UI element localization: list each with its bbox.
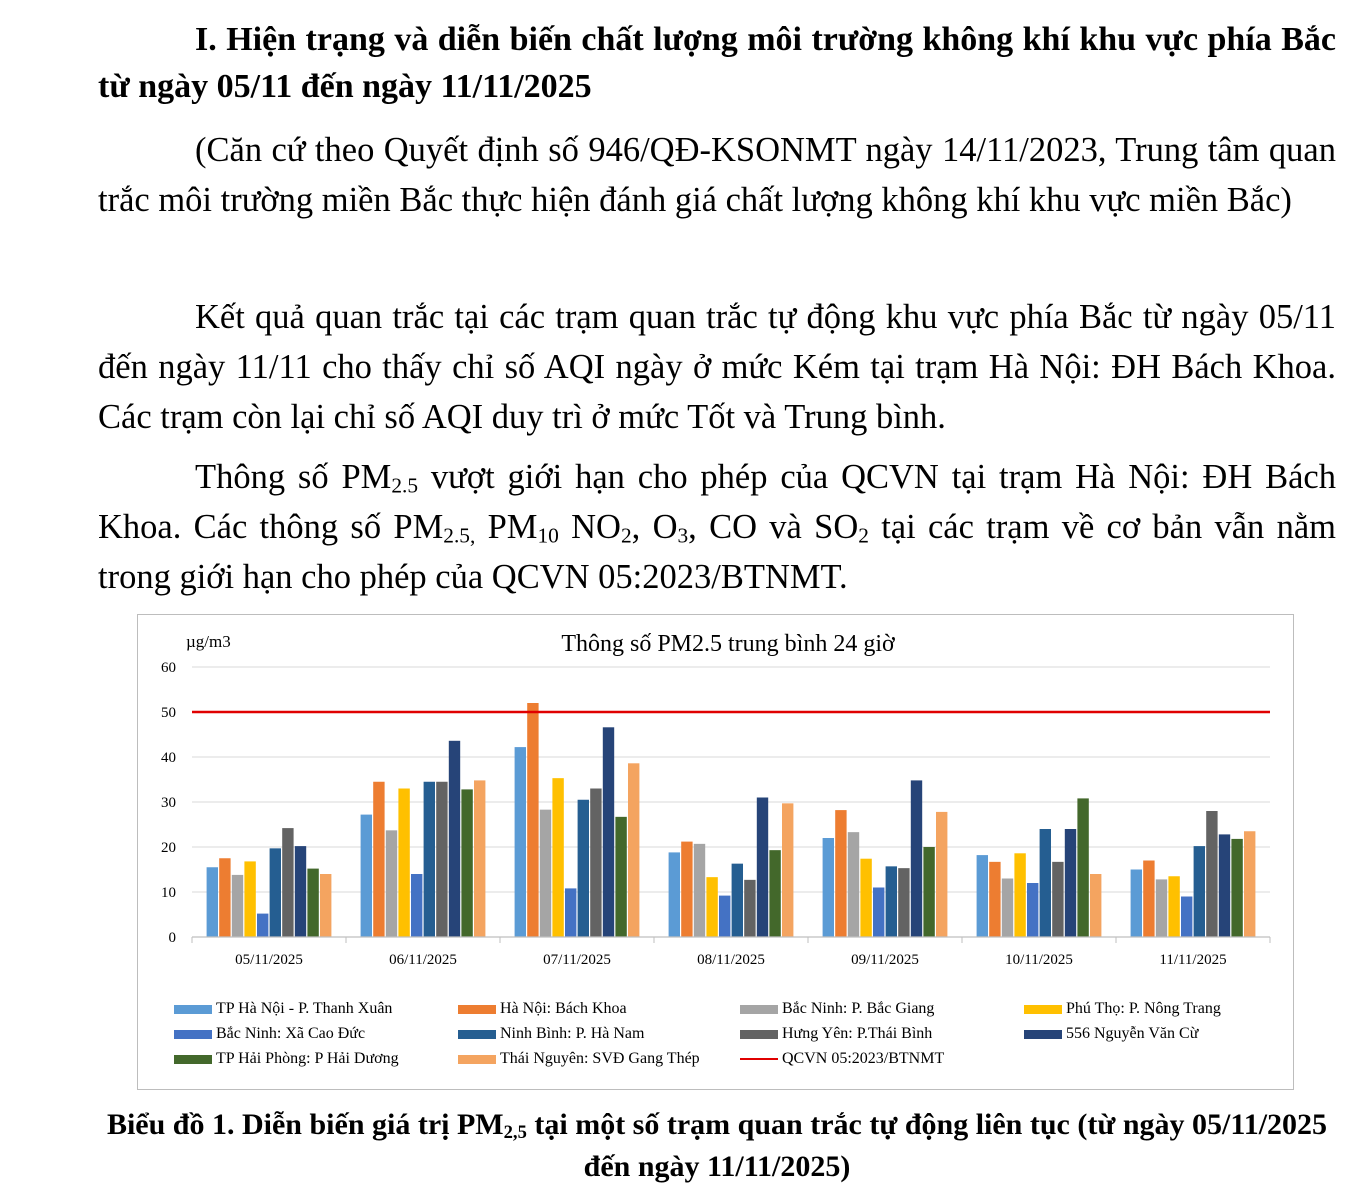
legend-label: Ninh Bình: P. Hà Nam [500,1025,645,1042]
bar [527,703,538,937]
legend-swatch [174,1005,212,1014]
bar [1231,839,1242,937]
pm-sub-1: 2.5 [391,473,419,498]
bar [1027,883,1038,937]
legend-item [458,1022,644,1046]
legend-swatch [458,1005,496,1014]
bar [282,828,293,937]
bar [989,862,1000,937]
bar [461,789,472,937]
bar [1131,870,1142,938]
grid-lines [192,667,1270,892]
y-tick-label: 10 [161,885,176,901]
y-tick-label: 30 [161,795,176,811]
legend-label: Bắc Ninh: Xã Cao Đức [216,1025,366,1042]
pm-text-2: vượt giới hạn cho phép của QCVN tại trạm Hà Nội: ĐH Bách Khoa. Các thông số PM [98,458,1336,546]
caption-text-2: tại một số trạm quan trắc tự động liên tục (từ ngày 05/11/2025 đến ngày 11/11/2025) [526,1108,1328,1183]
legend-swatch [174,1055,212,1064]
pm-sub-2: 2.5, [443,523,476,548]
bar [515,747,526,937]
x-tick-label: 10/11/2025 [1005,952,1073,968]
pm-sub-3: 10 [537,523,559,548]
bar [361,815,372,937]
legend-item [740,997,934,1021]
bar [232,875,243,937]
bar [603,727,614,937]
bar [1194,846,1205,937]
bar [615,817,626,937]
pm-text-3: PM [475,508,538,546]
bar [1065,829,1076,937]
bar [911,780,922,937]
bar [320,874,331,937]
legend-label: Bắc Ninh: P. Bắc Giang [782,1000,935,1017]
bar [590,789,601,938]
bar [873,888,884,938]
caption-text-1: Biểu đồ 1. Diễn biến giá trị PM [106,1108,504,1141]
caption-sub: 2,5 [503,1122,527,1144]
legend-swatch [458,1030,496,1039]
legend-swatch [458,1055,496,1064]
basis-paragraph: (Căn cứ theo Quyết định số 946/QĐ-KSONMT ngày 14/11/2023, Trung tâm quan trắc môi trường miền Bắc thực hiện đánh giá chất lượng không khí khu vực miền Bắc) [98,131,1336,219]
bar [719,896,730,937]
y-tick-label: 60 [161,660,176,676]
bar [1052,862,1063,937]
pm-paragraph [98,452,1336,602]
legend-item [174,1047,399,1071]
bar [1143,861,1154,938]
bar [565,888,576,937]
bar [848,832,859,937]
bar [1077,798,1088,937]
legend-label: Hà Nội: Bách Khoa [500,1000,627,1017]
bar [977,855,988,937]
bar [886,866,897,937]
chart-title: Thông số PM2.5 trung bình 24 giờ [561,631,895,657]
bar [898,868,909,937]
bar [411,874,422,937]
pm-sub-6: 2 [858,523,869,548]
bar [681,842,692,937]
bar [1090,874,1101,937]
bar [669,852,680,937]
pm-sub-5: 3 [677,523,689,548]
legend-item [740,1047,944,1071]
bar [1168,876,1179,937]
legend-label: 556 Nguyễn Văn Cừ [1066,1025,1199,1042]
legend-item [1024,1022,1198,1046]
legend-swatch [740,1030,778,1039]
pm25-chart [137,614,1294,1090]
bar [936,812,947,937]
bar [694,844,705,937]
legend-swatch [740,1005,778,1014]
bar [207,867,218,937]
bar [257,914,268,937]
bar [552,778,563,937]
bar [706,877,717,937]
chart-plot-svg [138,615,1295,995]
bar [1014,853,1025,937]
y-tick-label: 20 [161,840,176,856]
legend-label: Phú Thọ: P. Nông Trang [1066,1000,1221,1017]
bar [757,798,768,938]
bar [732,864,743,937]
bar [540,810,551,937]
x-tick-label: 11/11/2025 [1159,952,1227,968]
bar [782,803,793,937]
result-paragraph: Kết quả quan trắc tại các trạm quan trắc tự động khu vực phía Bắc từ ngày 05/11 đến ngày 11/11 cho thấy chỉ số AQI ngày ở mức Kém tại trạm Hà Nội: ĐH Bách Khoa. Các trạm còn lại chỉ số AQI duy trì ở mức Tốt và Trung bình. [98,298,1336,436]
legend-item [458,997,627,1021]
bar [823,838,834,937]
bar [1244,831,1255,937]
bar [295,846,306,937]
legend-swatch [740,1058,778,1061]
bar [436,782,447,937]
x-tick-label: 07/11/2025 [543,952,611,968]
legend-label: Hưng Yên: P.Thái Bình [782,1025,933,1042]
bar [835,810,846,937]
legend-item [458,1047,700,1071]
bar [474,780,485,937]
chart-legend [174,997,1284,1077]
pm-text-7: tại các trạm về cơ bản vẫn nằm trong giới hạn cho phép của QCVN 05:2023/BTNMT. [98,508,1336,596]
y-axis-label: µg/m3 [186,632,231,651]
legend-item [174,997,392,1021]
bar [244,861,255,937]
bar [860,859,871,937]
legend-swatch [1024,1030,1062,1039]
x-tick-label: 08/11/2025 [697,952,765,968]
bar [219,858,230,937]
legend-label: Thái Nguyên: SVĐ Gang Thép [500,1050,700,1067]
section-heading: I. Hiện trạng và diễn biến chất lượng môi trường không khí khu vực phía Bắc từ ngày 05/11 đến ngày 11/11/2025 [98,21,1336,105]
bar [449,741,460,937]
y-tick-label: 50 [161,705,176,721]
legend-item [1024,997,1221,1021]
legend-item [740,1022,932,1046]
bar [923,847,934,937]
legend-label: TP Hải Phòng: P Hải Dương [216,1050,399,1067]
pm-text-6: , CO và SO [688,508,859,546]
legend-label: TP Hà Nội - P. Thanh Xuân [216,1000,393,1017]
x-tick-label: 05/11/2025 [235,952,303,968]
legend-item [174,1022,365,1046]
bar [424,782,435,937]
bar [1002,879,1013,938]
bars-layer [207,703,1256,937]
legend-label: QCVN 05:2023/BTNMT [782,1050,945,1067]
pm-text-1: Thông số PM [195,458,392,496]
legend-swatch [1024,1005,1062,1014]
pm-text-4: NO [558,508,621,546]
x-tick-label: 06/11/2025 [389,952,457,968]
legend-swatch [174,1030,212,1039]
pm-sub-4: 2 [620,523,632,548]
bar [1219,834,1230,937]
bar [398,789,409,938]
x-tick-label: 09/11/2025 [851,952,919,968]
bar [1181,897,1192,938]
bar [578,800,589,937]
bar [769,850,780,937]
bar [628,763,639,937]
y-tick-label: 0 [168,930,176,946]
y-tick-label: 40 [161,750,176,766]
bar [373,782,384,937]
bar [307,869,318,937]
bar [1040,829,1051,937]
bar [1156,879,1167,937]
bar [270,848,281,937]
bar [1206,811,1217,937]
chart-caption [98,1104,1336,1188]
bar [386,830,397,937]
bar [744,880,755,937]
pm-text-5: , O [631,508,678,546]
